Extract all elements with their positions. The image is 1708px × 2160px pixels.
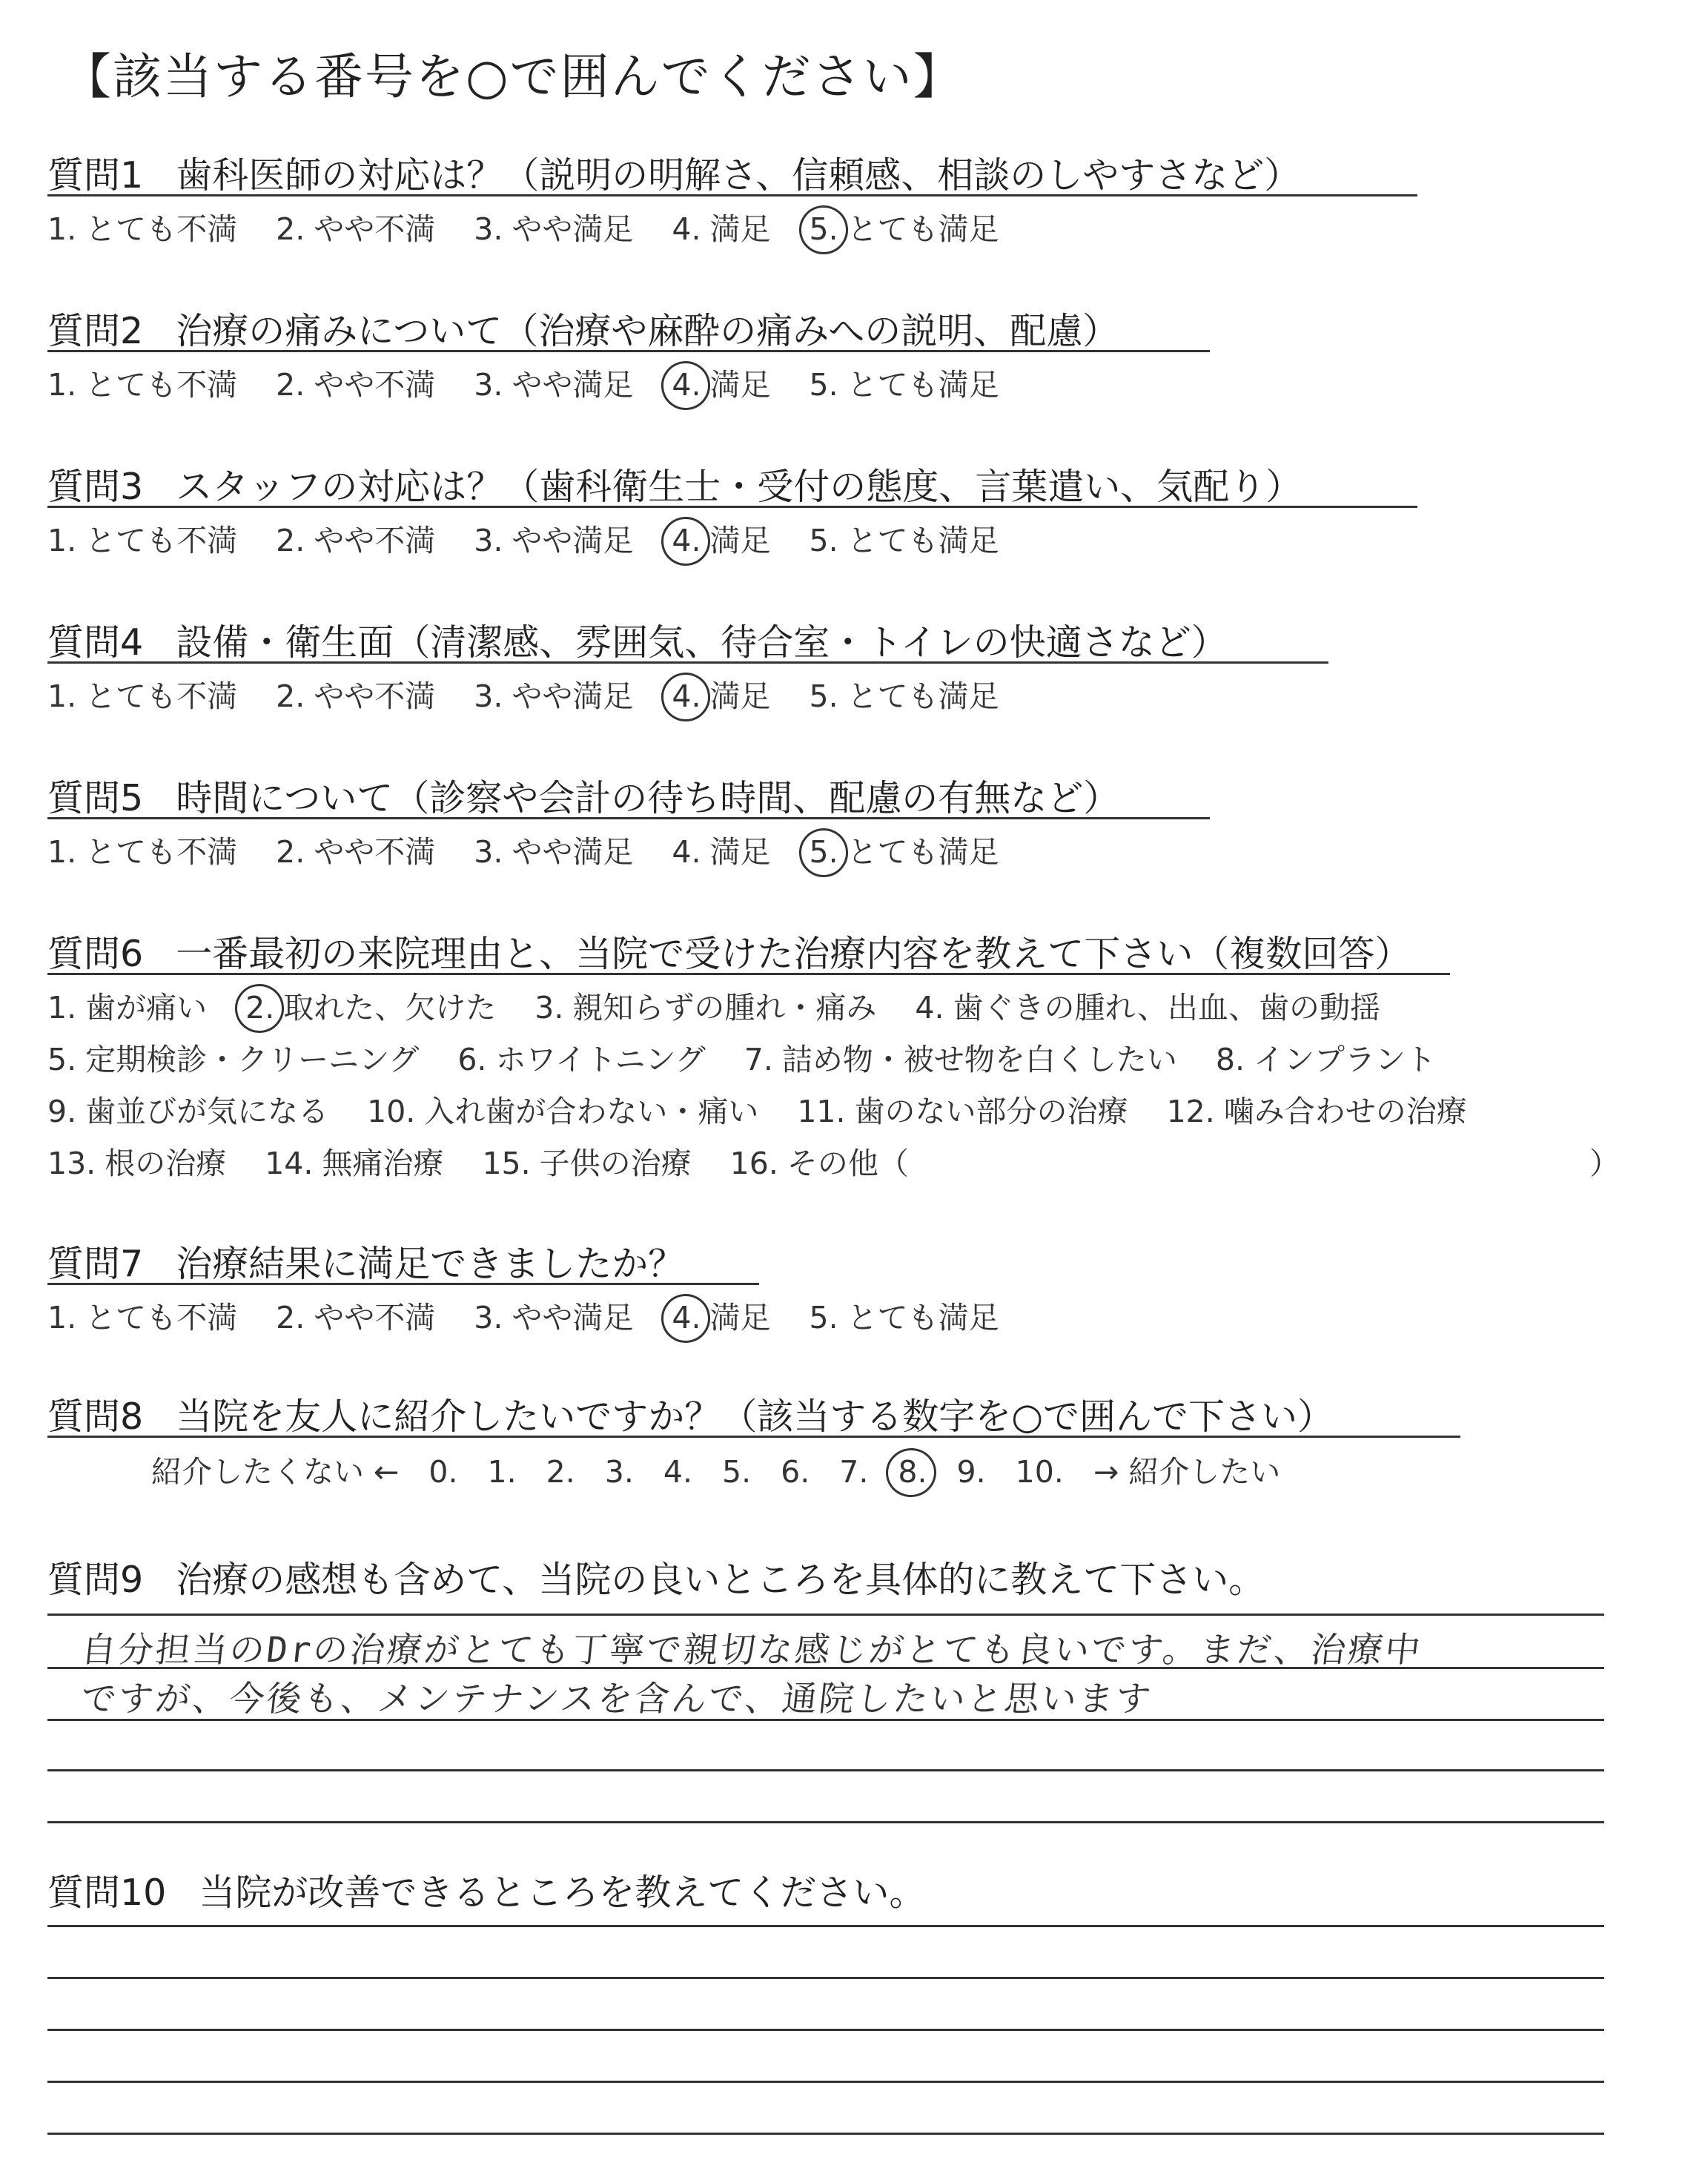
option-number: 5. (809, 834, 838, 870)
q2-option-5[interactable] (810, 360, 999, 404)
option-label: とても満足 (847, 523, 999, 558)
option-number: 7. (744, 1042, 773, 1077)
q10-line-5[interactable] (47, 2133, 1604, 2135)
option-number: 3. (474, 678, 503, 714)
option-number: 1. (47, 678, 77, 714)
q2-option-1[interactable] (47, 360, 237, 404)
question-4-options (47, 672, 1038, 716)
option-number: 5. (809, 678, 838, 714)
option-label: 入れ歯が合わない・痛い (424, 1094, 759, 1129)
option-label: 無痛治療 (322, 1146, 444, 1181)
option-number: 4. (915, 990, 944, 1025)
option-number: 2. (276, 678, 305, 714)
option-label: やや不満 (314, 1300, 436, 1335)
q4-option-1[interactable] (47, 672, 237, 716)
q10-line-2[interactable] (47, 1977, 1604, 1979)
option-label: やや不満 (314, 367, 436, 403)
option-label: 歯ぐきの腫れ、出血、歯の動揺 (953, 990, 1380, 1025)
q8-scale (151, 1447, 1310, 1491)
option-number: 1. (47, 834, 77, 870)
q6-option-10[interactable] (367, 1087, 758, 1131)
q7-option-5[interactable] (810, 1293, 999, 1337)
option-number: 2. (276, 367, 305, 403)
q7-option-4-circled[interactable] (672, 1293, 770, 1337)
option-label: 満足 (709, 834, 771, 870)
option-label: 歯並びが気になる (85, 1094, 329, 1129)
q1-option-1[interactable] (47, 205, 237, 248)
q2-option-4-circled[interactable] (672, 360, 770, 404)
option-label: やや満足 (512, 367, 634, 403)
q3-option-2[interactable] (276, 516, 435, 560)
option-number: 3. (474, 834, 503, 870)
option-number: 1. (47, 367, 77, 403)
option-label: 歯が痛い (85, 990, 208, 1025)
q7-option-1[interactable] (47, 1293, 237, 1337)
q6-option-1[interactable] (47, 983, 207, 1027)
question-7-text: 治療結果に満足できましたか？ (176, 1243, 685, 1285)
q6-option-16[interactable] (730, 1139, 909, 1183)
question-9-text: 治療の感想も含めて、当院の良いところを具体的に教えて下さい。 (176, 1559, 1265, 1601)
q6-options-row-4 (47, 1139, 1620, 1183)
q6-options-row-2 (47, 1035, 1474, 1079)
option-number: 5. (809, 523, 838, 558)
option-number: 4. (672, 367, 701, 403)
question-3-text: スタッフの対応は？（歯科衛生士・受付の態度、言葉遣い、気配り） (176, 466, 1302, 508)
option-number: 2. (276, 834, 305, 870)
q4-option-5[interactable] (810, 672, 999, 716)
option-number: 1. (47, 990, 77, 1025)
option-number: 3. (534, 990, 564, 1025)
question-10 (47, 1864, 925, 1916)
q9-handwritten-line-1: 自分担当のDrの治療がとても丁寧で親切な感じがとても良いです。まだ、治療中 (79, 1630, 1425, 1671)
scale-9[interactable]: 9. (956, 1454, 986, 1490)
q5-option-4[interactable] (672, 828, 770, 871)
option-label: 定期検診・クリーニング (85, 1042, 420, 1077)
q6-option-14[interactable] (265, 1139, 443, 1183)
scale-10[interactable]: 10. (1015, 1454, 1064, 1490)
q6-option-2-circled[interactable] (245, 983, 496, 1027)
q4-option-3[interactable] (474, 672, 633, 716)
scale-6[interactable]: 6. (781, 1454, 810, 1490)
q6-options-row-3 (47, 1087, 1506, 1131)
scale-4[interactable]: 4. (663, 1454, 693, 1490)
option-number: 5. (809, 211, 838, 247)
option-number: 2. (276, 211, 305, 247)
option-label: とても不満 (85, 211, 238, 247)
question-2-label: 質問2 (47, 310, 144, 352)
option-number: 6. (457, 1042, 487, 1077)
option-number: 2. (276, 523, 305, 558)
q1-option-4[interactable] (672, 205, 770, 248)
option-label: やや不満 (314, 211, 436, 247)
scale-8-circled[interactable]: 8. (898, 1454, 927, 1490)
q5-option-5-circled[interactable] (810, 828, 999, 871)
q9-handwritten-line-2: ですが、今後も、メンテナンスを含んで、通院したいと思います (79, 1679, 1155, 1720)
question-2-underline (47, 350, 1210, 352)
q3-option-3[interactable] (474, 516, 633, 560)
question-4 (47, 614, 1228, 666)
scale-3[interactable]: 3. (604, 1454, 634, 1490)
option-number: 14. (265, 1146, 314, 1181)
q4-option-2[interactable] (276, 672, 435, 716)
q10-line-3[interactable] (47, 2029, 1604, 2031)
scale-7[interactable]: 7. (839, 1454, 869, 1490)
question-5-label: 質問5 (47, 777, 144, 819)
question-5-text: 時間について（診察や会計の待ち時間、配慮の有無など） (176, 777, 1120, 819)
option-label: やや不満 (314, 523, 436, 558)
question-1 (47, 147, 1300, 199)
question-5-underline (47, 817, 1210, 819)
question-1-options (47, 205, 1038, 248)
q6-option-15[interactable] (482, 1139, 691, 1183)
option-label: やや満足 (512, 1300, 634, 1335)
q3-option-5[interactable] (810, 516, 999, 560)
q5-option-3[interactable] (474, 828, 633, 871)
option-number: 9. (47, 1094, 77, 1129)
q6-option-9[interactable] (47, 1087, 328, 1131)
option-number: 3. (474, 211, 503, 247)
option-label: インプラント (1254, 1042, 1436, 1077)
option-number: 4. (672, 523, 701, 558)
option-label: 満足 (709, 523, 771, 558)
option-label: とても不満 (85, 523, 238, 558)
q10-line-4[interactable] (47, 2081, 1604, 2083)
question-2-text: 治療の痛みについて（治療や麻酔の痛みへの説明、配慮） (176, 310, 1119, 352)
question-6-text: 一番最初の来院理由と、当院で受けた治療内容を教えて下さい（複数回答） (176, 933, 1411, 975)
q7-option-3[interactable] (474, 1293, 633, 1337)
option-label: 噛み合わせの治療 (1223, 1094, 1467, 1129)
q6-option-11[interactable] (797, 1087, 1128, 1131)
page-title: 【該当する番号を○で囲んでください】 (62, 48, 964, 105)
scale-0[interactable]: 0. (428, 1454, 458, 1490)
option-number: 2. (276, 1300, 305, 1335)
question-6 (47, 925, 1411, 977)
option-number: 12. (1166, 1094, 1215, 1129)
q3-option-1[interactable] (47, 516, 237, 560)
question-7-label: 質問7 (47, 1243, 144, 1285)
question-3-label: 質問3 (47, 466, 144, 508)
option-label: やや満足 (512, 523, 634, 558)
question-10-text: 当院が改善できるところを教えてください。 (199, 1872, 926, 1914)
question-8 (47, 1388, 1334, 1440)
q4-option-4-circled[interactable] (672, 672, 770, 716)
q7-option-2[interactable] (276, 1293, 435, 1337)
option-label: とても満足 (847, 678, 999, 714)
option-number: 16. (729, 1146, 778, 1181)
option-number: 2. (245, 990, 275, 1025)
question-6-underline (47, 973, 1450, 975)
option-label: 満足 (709, 1300, 771, 1335)
other-paren-open: （ (878, 1146, 909, 1181)
option-number: 4. (672, 678, 701, 714)
q6-option-12[interactable] (1167, 1087, 1467, 1131)
question-9-label: 質問9 (47, 1559, 144, 1601)
option-label: とても満足 (847, 211, 999, 247)
scale-5[interactable]: 5. (722, 1454, 752, 1490)
scale-2[interactable]: 2. (546, 1454, 575, 1490)
option-label: ホワイトニング (495, 1042, 706, 1077)
option-number: 8. (1215, 1042, 1245, 1077)
scale-1[interactable]: 1. (487, 1454, 517, 1490)
option-number: 13. (47, 1146, 96, 1181)
option-label: その他 (787, 1146, 878, 1181)
question-2 (47, 303, 1119, 354)
question-8-label: 質問8 (47, 1396, 144, 1438)
q10-line-1[interactable] (47, 1925, 1604, 1927)
option-label: 満足 (709, 678, 771, 714)
question-1-underline (47, 194, 1417, 196)
scale-right-label: → 紹介したい (1093, 1454, 1281, 1490)
question-8-text: 当院を友人に紹介したいですか？（該当する数字を○で囲んで下さい） (176, 1396, 1334, 1438)
q6-option-7[interactable] (744, 1035, 1177, 1079)
question-4-text: 設備・衛生面（清潔感、雰囲気、待合室・トイレの快適さなど） (176, 621, 1228, 664)
question-1-label: 質問1 (47, 154, 144, 196)
question-9 (47, 1551, 1265, 1603)
option-label: 満足 (709, 367, 771, 403)
question-7-options (47, 1293, 1038, 1337)
option-number: 10. (367, 1094, 416, 1129)
q3-option-4-circled[interactable] (672, 516, 770, 560)
option-number: 3. (474, 367, 503, 403)
question-10-label: 質問10 (47, 1872, 167, 1914)
answer-line-2 (47, 1667, 1604, 1669)
option-number: 5. (809, 367, 838, 403)
option-label: とても満足 (847, 367, 999, 403)
q6-option-5[interactable] (47, 1035, 419, 1079)
option-number: 5. (47, 1042, 77, 1077)
option-label: とても不満 (85, 367, 238, 403)
q6-option-6[interactable] (457, 1035, 705, 1079)
option-number: 3. (474, 523, 503, 558)
question-3 (47, 458, 1302, 510)
option-number: 4. (672, 834, 701, 870)
question-5 (47, 770, 1119, 822)
question-7 (47, 1235, 684, 1287)
q6-options-row-1 (47, 983, 1419, 1027)
question-8-underline (47, 1436, 1460, 1438)
question-6-label: 質問6 (47, 933, 144, 975)
q6-option-8[interactable] (1216, 1035, 1436, 1079)
other-paren-close: ） (1589, 1146, 1620, 1181)
question-4-underline (47, 661, 1328, 664)
question-7-underline (47, 1283, 759, 1285)
q6-option-4[interactable] (915, 983, 1380, 1027)
option-number: 15. (482, 1146, 531, 1181)
q1-option-5-circled[interactable] (810, 205, 999, 248)
option-label: とても不満 (85, 678, 238, 714)
option-number: 3. (474, 1300, 503, 1335)
option-label: やや不満 (314, 834, 436, 870)
q2-option-2[interactable] (276, 360, 435, 404)
option-label: やや満足 (512, 211, 634, 247)
answer-line-4[interactable] (47, 1769, 1604, 1771)
answer-line-5[interactable] (47, 1821, 1604, 1823)
option-label: 子供の治療 (539, 1146, 692, 1181)
scale-left-label: 紹介したくない ← (151, 1454, 400, 1490)
question-4-label: 質問4 (47, 621, 144, 664)
option-label: やや満足 (512, 678, 634, 714)
option-label: 根の治療 (105, 1146, 227, 1181)
option-number: 1. (47, 211, 77, 247)
q6-option-13[interactable] (47, 1139, 226, 1183)
option-label: 歯のない部分の治療 (854, 1094, 1128, 1129)
option-label: 親知らずの腫れ・痛み (572, 990, 877, 1025)
option-label: やや不満 (314, 678, 436, 714)
option-label: とても不満 (85, 834, 238, 870)
option-number: 1. (47, 523, 77, 558)
answer-line-3 (47, 1719, 1604, 1721)
option-label: とても満足 (847, 1300, 999, 1335)
option-label: とても満足 (847, 834, 999, 870)
option-number: 11. (797, 1094, 846, 1129)
q5-option-1[interactable] (47, 828, 237, 871)
option-number: 4. (672, 1300, 701, 1335)
q2-option-3[interactable] (474, 360, 633, 404)
option-label: とても不満 (85, 1300, 238, 1335)
option-number: 4. (672, 211, 701, 247)
question-3-options (47, 516, 1038, 560)
question-1-text: 歯科医師の対応は？（説明の明解さ、信頼感、相談のしやすさなど） (176, 154, 1301, 196)
option-label: 満足 (709, 211, 771, 247)
option-label: 詰め物・被せ物を白くしたい (781, 1042, 1177, 1077)
q1-option-2[interactable] (276, 205, 435, 248)
q5-option-2[interactable] (276, 828, 435, 871)
question-2-options (47, 360, 1038, 404)
question-5-options (47, 828, 1038, 871)
q6-option-3[interactable] (534, 983, 876, 1027)
question-3-underline (47, 506, 1417, 508)
q1-option-3[interactable] (474, 205, 633, 248)
answer-line-1 (47, 1614, 1604, 1616)
option-number: 1. (47, 1300, 77, 1335)
option-label: 取れた、欠けた (283, 990, 497, 1025)
option-number: 5. (809, 1300, 838, 1335)
option-label: やや満足 (512, 834, 634, 870)
